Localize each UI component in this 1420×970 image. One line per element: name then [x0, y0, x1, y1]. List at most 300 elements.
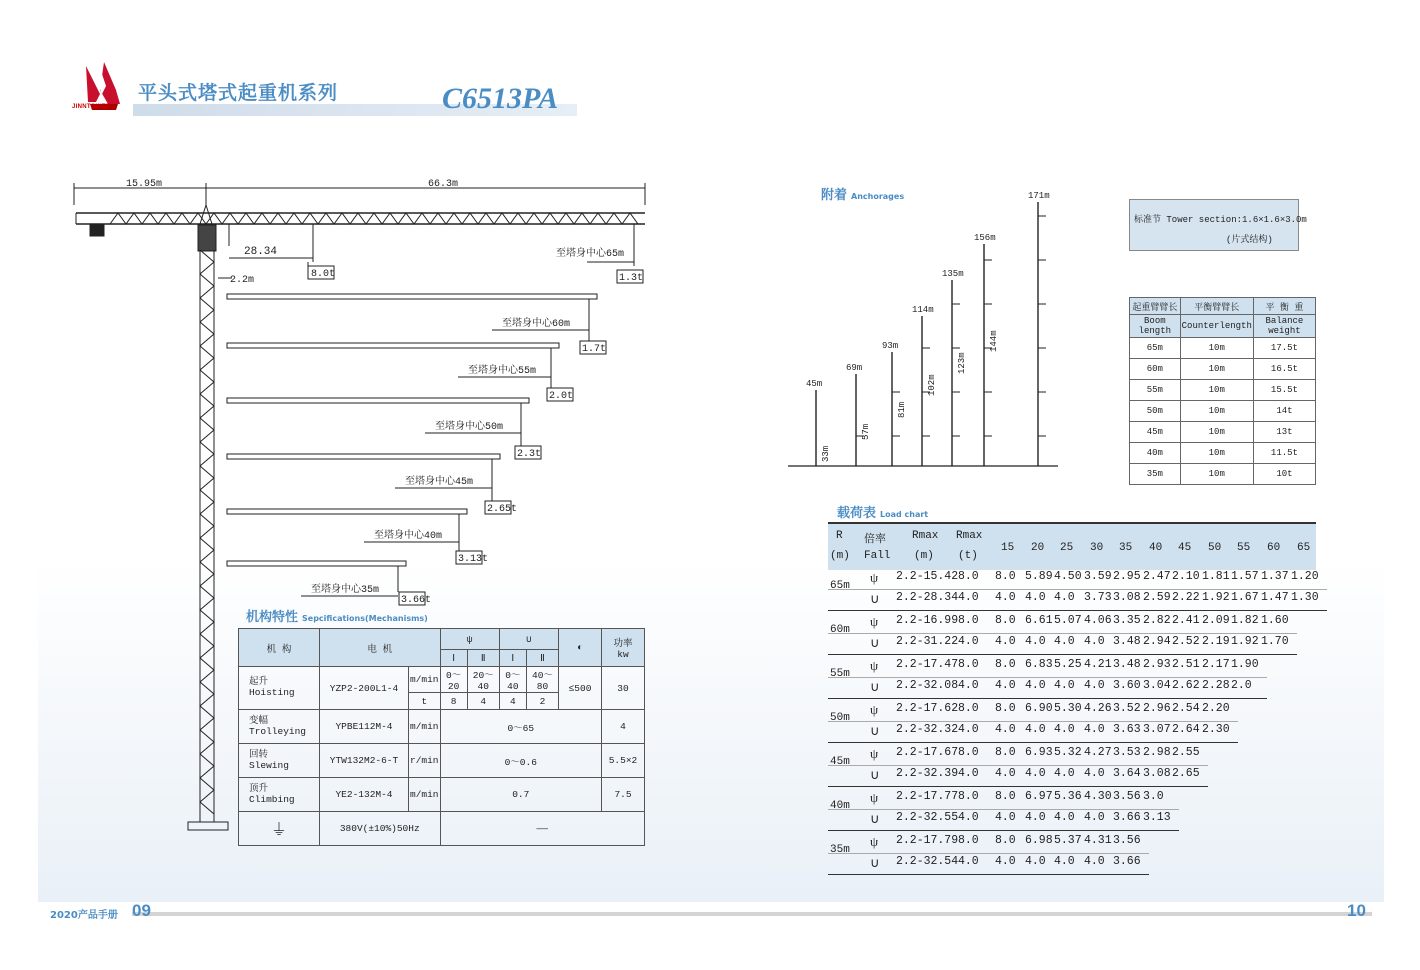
h-rmax2u: (t) [958, 550, 978, 562]
anchor-title-en: Anchorages [851, 192, 905, 201]
rmax-range: 2.2-17.47 [896, 658, 959, 671]
rmax-load: 4.0 [958, 635, 979, 648]
tower-section-line1: 标准节 Tower section:1.6×1.6×3.0m [1134, 215, 1307, 225]
load-value: 8.0 [995, 790, 1016, 803]
load-value: 4.27 [1084, 746, 1112, 759]
model-title: C6513PA [442, 82, 559, 115]
jib-load-label: 2.65t [487, 504, 518, 515]
hook-single-icon: ∪ [870, 811, 880, 826]
load-value: 4.0 [995, 723, 1016, 736]
load-value: 2.64 [1172, 723, 1200, 736]
row-divider [828, 589, 1327, 590]
col-kw-label: kw [617, 649, 629, 660]
hoist-t-2: 4 [467, 693, 499, 710]
load-value: 5.07 [1054, 614, 1082, 627]
load-value: 6.97 [1025, 790, 1053, 803]
mast-height-label: 156m [974, 233, 996, 243]
load-value: 8.0 [995, 658, 1016, 671]
bal-cell: 11.5t [1253, 443, 1315, 464]
load-value: 3.60 [1113, 679, 1141, 692]
load-value: 4.0 [995, 767, 1016, 780]
hook-double-icon: ψ [870, 746, 879, 761]
load-value: 5.36 [1054, 790, 1082, 803]
hoist-speed-3: 0～40 [499, 667, 526, 693]
load-value: 2.55 [1172, 746, 1200, 759]
hook-single-icon: ∪ [870, 767, 880, 782]
load-value: 6.83 [1025, 658, 1053, 671]
load-value: 3.35 [1113, 614, 1141, 627]
slew-kw: 5.5×2 [602, 744, 645, 778]
power-icon-cell [239, 812, 320, 846]
table-row [1130, 380, 1316, 401]
power-supply: 380V(±10%)50Hz [320, 812, 441, 846]
dim-jib: 66.3m [428, 179, 459, 190]
load-value: 8.0 [995, 834, 1016, 847]
load-value: 1.67 [1231, 591, 1259, 604]
bal-cell: 60m [1130, 359, 1181, 380]
bal-cell: 40m [1130, 443, 1181, 464]
hook-double-icon: ψ [870, 790, 879, 805]
jib-radius-label: 至塔身中心60m [502, 319, 571, 330]
load-value: 3.66 [1113, 855, 1141, 868]
rmax-range: 2.2-32.55 [896, 811, 959, 824]
slew-label [239, 744, 320, 778]
hook-single-icon: ∪ [870, 679, 880, 694]
load-value: 4.50 [1054, 570, 1082, 583]
unit-mmin-1: m/min [409, 667, 441, 693]
radius-header: 15 [1001, 542, 1015, 554]
load-value: 4.0 [1025, 767, 1046, 780]
load-value: 8.0 [995, 570, 1016, 583]
load-value: 6.90 [1025, 702, 1053, 715]
power-dash: —— [440, 812, 644, 846]
hoist-label [239, 667, 320, 710]
bal-cell: 17.5t [1253, 338, 1315, 359]
hoist-speed-1: 0～20 [440, 667, 467, 693]
load-value: 3.53 [1113, 746, 1141, 759]
footer-line [132, 912, 1372, 916]
load-value: 6.61 [1025, 614, 1053, 627]
radius-header: 40 [1149, 542, 1163, 554]
bal-cell: 10m [1180, 401, 1253, 422]
load-value: 4.0 [1025, 723, 1046, 736]
load-value: 1.60 [1261, 614, 1289, 627]
rmax-range: 2.2-17.62 [896, 702, 959, 715]
row-divider [828, 610, 1327, 611]
table-row [1130, 443, 1316, 464]
hoist-t-1: 8 [440, 693, 467, 710]
load-value: 1.30 [1291, 591, 1319, 604]
bal-cell: 10m [1180, 464, 1253, 485]
load-value: 5.30 [1054, 702, 1082, 715]
page-number-left: 09 [132, 901, 151, 920]
rmax-load: 4.0 [958, 723, 979, 736]
trolley-kw: 4 [602, 710, 645, 744]
load-value: 3.04 [1143, 679, 1171, 692]
load-value: 4.0 [1025, 635, 1046, 648]
col-mech: 机 构 [239, 629, 320, 667]
radius-header: 20 [1031, 542, 1045, 554]
load-value: 1.47 [1261, 591, 1289, 604]
boom-length: 60m [830, 624, 850, 636]
load-value: 2.22 [1172, 591, 1200, 604]
load-value: 4.0 [1084, 811, 1105, 824]
load-value: 3.07 [1143, 723, 1171, 736]
mast-height-label: 69m [846, 363, 863, 373]
load-value: 4.0 [1054, 591, 1075, 604]
rmax-load: 8.0 [958, 658, 979, 671]
load-value: 1.81 [1202, 570, 1230, 583]
row-divider [828, 742, 1238, 743]
jib-variant-beam [227, 454, 500, 459]
load-value: 4.0 [1084, 635, 1105, 648]
roman-1a: Ⅰ [440, 650, 467, 667]
tower-section-line2: (片式结构) [1226, 235, 1273, 245]
mast-height-label: 171m [1028, 191, 1050, 201]
load-value: 1.90 [1231, 658, 1259, 671]
load-value: 4.21 [1084, 658, 1112, 671]
hook-single-icon: ∪ [870, 723, 880, 738]
bal-cell: 10m [1180, 338, 1253, 359]
bal-e3: Balance weight [1253, 315, 1315, 338]
mast-height-label: 114m [912, 305, 934, 315]
slew-speed: 0～0.6 [440, 744, 601, 778]
bal-e2: Counterlength [1180, 315, 1253, 338]
roman-2b: Ⅱ [526, 650, 558, 667]
hook-double-icon: ψ [870, 834, 879, 849]
boom-length: 65m [830, 580, 850, 592]
hook-icon-cell-2 [499, 629, 558, 650]
balance-table [1129, 297, 1316, 485]
rmax-load: 4.0 [958, 811, 979, 824]
jib-load-label: 2.0t [549, 391, 574, 402]
anchor-height-label: 123m [957, 352, 967, 374]
row-divider [828, 809, 1179, 810]
load-value: 1.37 [1261, 570, 1289, 583]
hoist-motor: YZP2-200L1-4 [320, 667, 409, 710]
load-value: 2.0 [1231, 679, 1252, 692]
hook-double-icon: ψ [466, 633, 473, 645]
load-value: 3.08 [1113, 591, 1141, 604]
load-value: 4.0 [1084, 723, 1105, 736]
row-divider [828, 654, 1297, 655]
load-value: 2.54 [1172, 702, 1200, 715]
climb-motor: YE2-132M-4 [320, 778, 409, 812]
mast-height-label: 135m [942, 269, 964, 279]
hoist-speed-4: 40～80 [526, 667, 558, 693]
load-heading [837, 502, 928, 521]
page-number-right: 10 [1347, 901, 1366, 920]
load-value: 2.82 [1143, 614, 1171, 627]
jib-load-label: 3.66t [401, 595, 432, 606]
unit-mmin-3: m/min [409, 778, 441, 812]
load-value: 1.70 [1261, 635, 1289, 648]
spec-title-en: Sepcifications(Mechanisms) [302, 614, 428, 623]
rmax-load: 8.0 [958, 570, 979, 583]
dim-28: 28.34 [244, 246, 278, 258]
radius-header: 65 [1297, 542, 1311, 554]
climb-cn: 顶升 [249, 782, 269, 794]
bal-cell: 65m [1130, 338, 1181, 359]
load-value: 4.0 [995, 811, 1016, 824]
load-value: 2.30 [1202, 723, 1230, 736]
row-divider [828, 874, 1149, 875]
jib-load-label: 2.3t [517, 449, 542, 460]
load-value: 4.06 [1084, 614, 1112, 627]
trolley-speed: 0～65 [440, 710, 601, 744]
jib-load-label: 1.3t [619, 273, 644, 284]
load-value: 1.57 [1231, 570, 1259, 583]
dim-counter-jib: 15.95m [126, 179, 163, 190]
load-value: 3.08 [1143, 767, 1171, 780]
load-value: 4.0 [995, 591, 1016, 604]
load-value: 5.89 [1025, 570, 1053, 583]
hook-double-icon: ψ [870, 702, 879, 717]
radius-header: 60 [1267, 542, 1281, 554]
table-row [1130, 359, 1316, 380]
load-value: 8.0 [995, 614, 1016, 627]
h-fall: Fall [864, 550, 891, 562]
row-divider [828, 721, 1238, 722]
trolley-cn: 变幅 [249, 714, 269, 726]
row-divider [828, 786, 1208, 787]
load-value: 2.59 [1143, 591, 1171, 604]
load-value: 2.95 [1113, 570, 1141, 583]
anchor-title: 附着 [821, 188, 848, 203]
trolley-label [239, 710, 320, 744]
load-value: 3.59 [1084, 570, 1112, 583]
load-value: 2.96 [1143, 702, 1171, 715]
load-value: 4.0 [995, 635, 1016, 648]
slew-en: Slewing [249, 759, 289, 771]
load-value: 4.31 [1084, 834, 1112, 847]
load-value: 4.0 [1054, 635, 1075, 648]
anchor-height-label: 33m [821, 445, 831, 462]
unit-rmin: r/min [409, 744, 441, 778]
unit-mmin-2: m/min [409, 710, 441, 744]
rmax-range: 2.2-32.08 [896, 679, 959, 692]
rmax-load: 8.0 [958, 834, 979, 847]
load-value: 4.0 [1054, 767, 1075, 780]
h-rmax1u: (m) [914, 550, 934, 562]
bal-cell: 14t [1253, 401, 1315, 422]
jib-radius-label: 至塔身中心45m [405, 477, 474, 488]
load-value: 2.93 [1143, 658, 1171, 671]
h-rmax2: Rmax [956, 530, 983, 542]
jib-radius-label: 至塔身中心35m [311, 585, 380, 596]
unit-t: t [409, 693, 441, 710]
series-title: 平头式塔式起重机系列 [138, 82, 339, 104]
load-value: 4.26 [1084, 702, 1112, 715]
jib-radius-label: 至塔身中心65m [556, 249, 625, 260]
climb-speed: 0.7 [440, 778, 601, 812]
trolley-motor: YPBE112M-4 [320, 710, 409, 744]
row-divider [828, 830, 1179, 831]
rmax-load: 4.0 [958, 855, 979, 868]
load-value: 2.94 [1143, 635, 1171, 648]
rmax-range: 2.2-32.32 [896, 723, 959, 736]
rmax-range: 2.2-32.54 [896, 855, 959, 868]
load-value: 4.0 [1084, 679, 1105, 692]
bal-cell: 45m [1130, 422, 1181, 443]
load-value: 3.64 [1113, 767, 1141, 780]
load-value: 2.20 [1202, 702, 1230, 715]
hook-single-icon: ∪ [870, 635, 880, 650]
jib-radius-label: 至塔身中心50m [435, 422, 504, 433]
bal-h1: 起重臂臂长 [1130, 298, 1181, 315]
load-value: 1.82 [1231, 614, 1259, 627]
climb-label [239, 778, 320, 812]
load-value: 6.93 [1025, 746, 1053, 759]
bal-cell: 15.5t [1253, 380, 1315, 401]
jib-load-label: 3.13t [458, 554, 489, 565]
jib-variant-beam [227, 294, 597, 299]
slew-cn: 回转 [249, 748, 269, 760]
load-value: 2.17 [1202, 658, 1230, 671]
load-value: 4.0 [1054, 855, 1075, 868]
col-motor: 电 机 [320, 629, 441, 667]
bal-cell: 10m [1180, 380, 1253, 401]
load-value: 4.0 [1025, 591, 1046, 604]
row-divider [828, 698, 1267, 699]
rmax-range: 2.2-28.34 [896, 591, 959, 604]
spec-heading [246, 606, 428, 625]
load-value: 2.52 [1172, 635, 1200, 648]
load-value: 3.0 [1143, 790, 1164, 803]
jib-radius-label: 至塔身中心40m [374, 531, 443, 542]
bal-h3: 平 衡 重 [1253, 298, 1315, 315]
load-value: 4.0 [1054, 723, 1075, 736]
anchorage-diagram [780, 180, 1080, 480]
power-plug-icon: ⏚ [270, 822, 287, 840]
hoist-t-4: 2 [526, 693, 558, 710]
hook-icon-cell-1 [440, 629, 499, 650]
load-title: 载荷表 [837, 506, 877, 521]
h-m: (m) [830, 550, 850, 562]
load-value: 3.48 [1113, 635, 1141, 648]
bal-cell: 10m [1180, 422, 1253, 443]
load-main: 8.0t [311, 269, 336, 280]
radius-header: 50 [1208, 542, 1222, 554]
hoist-en: Hoisting [249, 687, 295, 698]
col-power-label: 功率 [613, 638, 633, 649]
load-title-en: Load chart [880, 510, 929, 519]
rmax-range: 2.2-32.39 [896, 767, 959, 780]
load-value: 4.0 [1084, 767, 1105, 780]
load-value: 4.0 [1025, 679, 1046, 692]
load-value: 3.48 [1113, 658, 1141, 671]
load-value: 6.98 [1025, 834, 1053, 847]
radius-header: 35 [1119, 542, 1133, 554]
hook-single-icon: ∪ [870, 591, 880, 606]
table-row [1130, 422, 1316, 443]
rmax-load: 8.0 [958, 614, 979, 627]
load-value: 2.51 [1172, 658, 1200, 671]
radius-header: 30 [1090, 542, 1104, 554]
load-value: 5.37 [1054, 834, 1082, 847]
spec-title: 机构特性 [246, 610, 299, 625]
hook-single-icon: ∪ [526, 633, 532, 645]
hoist-t-3: 4 [499, 693, 526, 710]
row-divider [828, 677, 1267, 678]
dim-22: 2.2m [230, 275, 255, 286]
hook-double-icon: ψ [870, 570, 879, 585]
load-value: 4.0 [1054, 679, 1075, 692]
load-value: 4.0 [1084, 855, 1105, 868]
hook-double-icon: ψ [870, 614, 879, 629]
load-value: 3.66 [1113, 811, 1141, 824]
rmax-load: 4.0 [958, 679, 979, 692]
slewing-icon-cell [559, 629, 602, 667]
footer-brochure: 2020产品手册 [50, 910, 118, 921]
tower-section-box [1129, 199, 1307, 251]
rmax-load: 4.0 [958, 591, 979, 604]
load-value: 4.0 [995, 855, 1016, 868]
jib-variant-beam [227, 343, 559, 348]
boom-length: 40m [830, 800, 850, 812]
bal-e1: Boom length [1130, 315, 1181, 338]
row-divider [828, 633, 1297, 634]
load-value: 2.62 [1172, 679, 1200, 692]
col-power [602, 629, 645, 667]
rmax-range: 2.2-31.22 [896, 635, 959, 648]
bal-cell: 55m [1130, 380, 1181, 401]
rmax-range: 2.2-17.67 [896, 746, 959, 759]
boom-length: 55m [830, 668, 850, 680]
load-value: 3.73 [1084, 591, 1112, 604]
bal-cell: 10m [1180, 359, 1253, 380]
anchor-height-label: 102m [927, 374, 937, 396]
table-row [1130, 338, 1316, 359]
climb-kw: 7.5 [602, 778, 645, 812]
hook-double-icon: ψ [870, 658, 879, 673]
logo-text: JINNTOWER [72, 104, 111, 110]
hoist-kw: 30 [602, 667, 645, 710]
load-value: 2.41 [1172, 614, 1200, 627]
rmax-load: 8.0 [958, 790, 979, 803]
rmax-load: 4.0 [958, 767, 979, 780]
bal-cell: 16.5t [1253, 359, 1315, 380]
rmax-load: 8.0 [958, 746, 979, 759]
h-r: R [836, 530, 843, 542]
load-value: 3.56 [1113, 790, 1141, 803]
load-value: 2.10 [1172, 570, 1200, 583]
row-divider [828, 853, 1149, 854]
bal-cell: 13t [1253, 422, 1315, 443]
mast-height-label: 93m [882, 341, 899, 351]
jib-variant-beam [227, 398, 529, 403]
load-value: 2.98 [1143, 746, 1171, 759]
jib-radius-label: 至塔身中心55m [468, 366, 537, 377]
load-value: 8.0 [995, 746, 1016, 759]
anchor-height-label: 81m [897, 401, 907, 418]
load-value: 3.63 [1113, 723, 1141, 736]
rmax-range: 2.2-17.77 [896, 790, 959, 803]
load-value: 3.52 [1113, 702, 1141, 715]
radius-header: 55 [1237, 542, 1251, 554]
radius-header: 25 [1060, 542, 1074, 554]
hook-single-icon: ∪ [870, 855, 880, 870]
load-value: 3.56 [1113, 834, 1141, 847]
load-value: 4.30 [1084, 790, 1112, 803]
roman-1b: Ⅰ [499, 650, 526, 667]
roman-2a: Ⅱ [467, 650, 499, 667]
trolley-en: Trolleying [249, 725, 307, 737]
rmax-range: 2.2-16.99 [896, 614, 959, 627]
bal-cell: 50m [1130, 401, 1181, 422]
load-value: 2.47 [1143, 570, 1171, 583]
climb-en: Climbing [249, 793, 295, 805]
